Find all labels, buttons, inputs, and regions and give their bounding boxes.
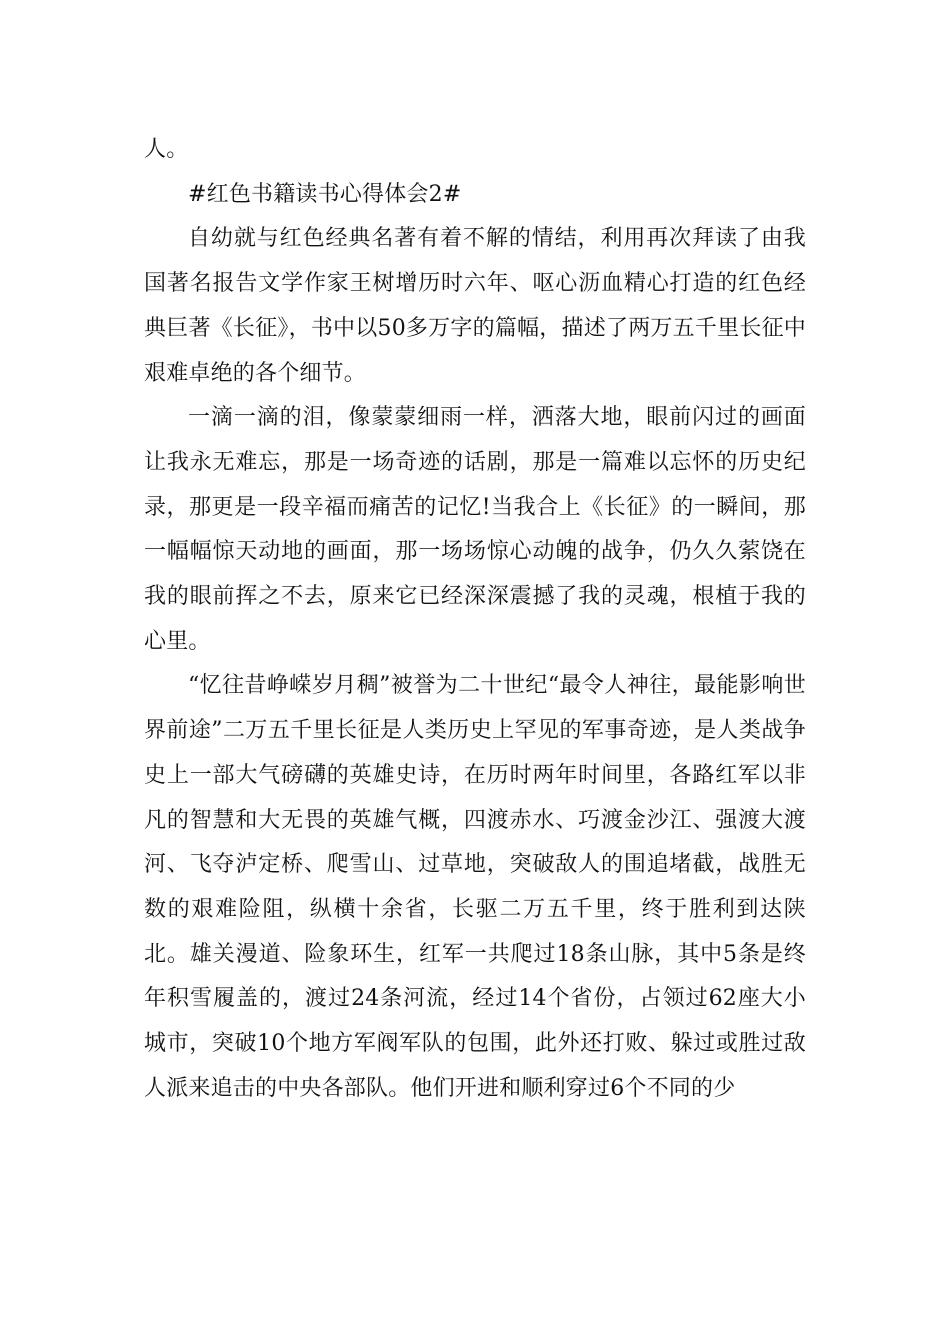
document-body (144, 128, 806, 1111)
paragraph-reflection: 一滴一滴的泪，像蒙蒙细雨一样，洒落大地，眼前闪过的画面让我永无难忘，那是一场奇迹的话剧，那是一篇难以忘怀的历史纪录，那更是一段辛福而痛苦的记忆!当我合上《长征》的一瞬间，那一幅幅惊天动地的画面，那一场场惊心动魄的战争，仍久久萦饶在我的眼前挥之不去，原来它已经深深震撼了我的灵魂，根植于我的心里。 (144, 405, 806, 654)
paragraph-continuation: 人。 (144, 137, 189, 162)
paragraph-intro: 自幼就与红色经典名著有着不解的情结，利用再次拜读了由我国著名报告文学作家王树增历时六年、呕心沥血精心打造的红色经典巨著《长征》，书中以50多万字的篇幅，描述了两万五千里长征中艰难卓绝的各个细节。 (144, 226, 806, 386)
section-heading: #红色书籍读书心得体会2# (188, 181, 462, 207)
paragraph-history: “忆往昔峥嵘岁月稠”被誉为二十世纪“最令人神往，最能影响世界前途”二万五千里长征是人类历史上罕见的军事奇迹，是人类战争史上一部大气磅礴的英雄史诗，在历时两年时间里，各路红军以非凡的智慧和大无畏的英雄气概，四渡赤水、巧渡金沙江、强渡大渡河、飞夺泸定桥、爬雪山、过草地，突破敌人的围追堵截，战胜无数的艰难险阻，纵横十余省，长驱二万五千里，终于胜利到达陕北。雄关漫道、险象环生，红军一共爬过18条山脉，其中5条是终年积雪履盖的，渡过24条河流，经过14个省份，占领过62座大小城市，突破10个地方军阀军队的包围，此外还打败、躲过或胜过敌人派来追击的中央各部队。他们开进和顺利穿过6个不同的少 (144, 673, 806, 1101)
